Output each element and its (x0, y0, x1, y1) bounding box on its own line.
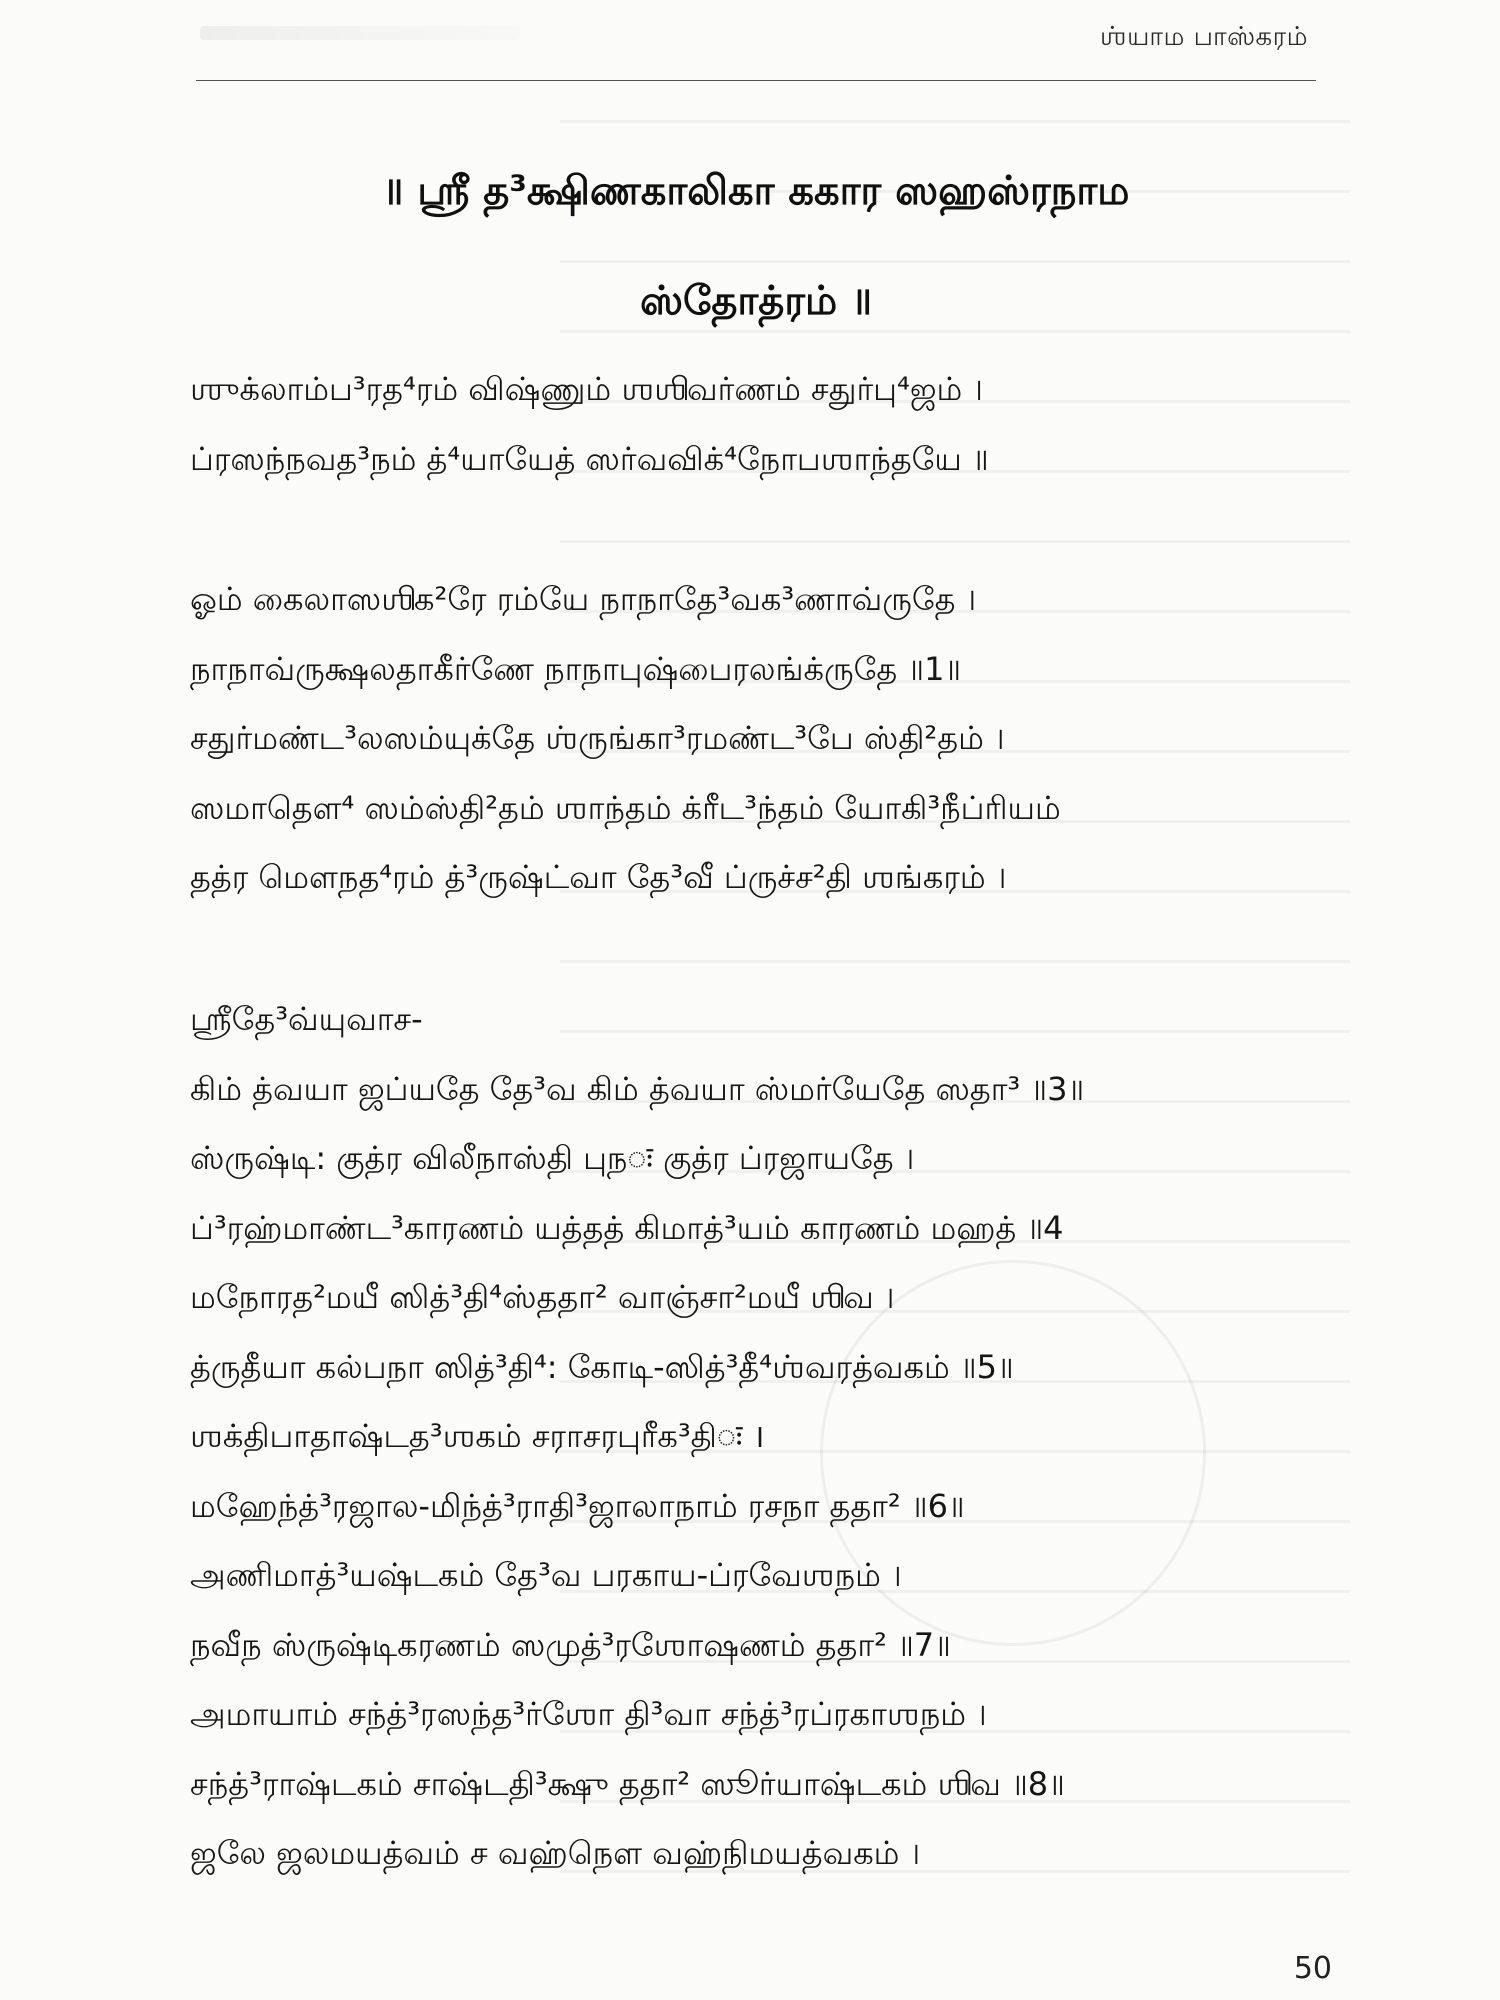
verse-line: சந்த்³ராஷ்டகம் சாஷ்டதி³க்ஷு ததா² ஸூர்யாஷ்டகம் ஶிவ ॥8॥ (190, 1764, 1065, 1803)
verse-line: த்ருதீயா கல்பநா ஸித்³தி⁴: கோடி-ஸித்³தீ⁴ஶ்வரத்வகம் ॥5॥ (190, 1347, 1014, 1386)
verse-line: நவீந ஸ்ருஷ்டிகரணம் ஸமுத்³ரஶோஷணம் ததா² ॥7॥ (190, 1625, 951, 1664)
verse-line: கிம் த்வயா ஜப்யதே தே³வ கிம் த்வயா ஸ்மர்யேதே ஸதா³ ॥3॥ (190, 1069, 1085, 1108)
verse-line: தத்ர மௌநத⁴ரம் த்³ருஷ்ட்வா தே³வீ ப்ருச்ச²தி ஶங்கரம் । (190, 858, 1007, 896)
verse-line: அமாயாம் சந்த்³ரஸந்த³ர்ஶோ தி³வா சந்த்³ரப்ரகாஶநம் । (190, 1695, 987, 1733)
page-number: 50 (1293, 1951, 1332, 1986)
verse-block-2 (190, 985, 1320, 1889)
verse-line: சதுர்மண்ட³லஸம்யுக்தே ஶ்ருங்கா³ரமண்ட³பே ஸ்தி²தம் । (190, 719, 1005, 757)
verse-line: அணிமாத்³யஷ்டகம் தே³வ பரகாய-ப்ரவேஶநம் । (190, 1556, 902, 1594)
verse-line: ப்ரஸந்நவத³நம் த்⁴யாயேத் ஸர்வவிக்⁴நோபஶாந்தயே ॥ (190, 439, 989, 478)
title-line-2: ஸ்தோத்ரம் ॥ (639, 278, 872, 324)
header-rule (196, 80, 1316, 81)
faint-header-mark (200, 26, 520, 40)
verse-line: ஶக்திபாதாஷ்டத³ஶகம் சராசரபுரீக³திः । (190, 1417, 765, 1455)
verse-line: ஓம் கைலாஸஶிக²ரே ரம்யே நாநாதே³வக³ணாவ்ருதே । (190, 580, 977, 618)
verse-line: மநோரத²மயீ ஸித்³தி⁴ஸ்ததா² வாஞ்சா²மயீ ஶிவ । (190, 1278, 895, 1316)
verse-line: ஸ்ருஷ்டி: குத்ர விலீநாஸ்தி புநः குத்ர ப்ரஜாயதே । (190, 1139, 915, 1177)
speaker-label: ஶ்ரீதே³வ்யுவாச- (190, 1000, 423, 1038)
running-head: ஶ்யாம பாஸ்கரம் (1099, 22, 1308, 52)
stotra-title (196, 136, 1316, 356)
verse-line: ஜலே ஜலமயத்வம் ச வஹ்நௌ வஹ்நிமயத்வகம் । (190, 1834, 921, 1872)
verse-line: மஹேந்த்³ரஜால-மிந்த்³ராதி³ஜாலாநாம் ரசநா ததா² ॥6॥ (190, 1486, 965, 1525)
invocation-verse (190, 355, 1320, 494)
verse-line: ஸமாதௌ⁴ ஸம்ஸ்தி²தம் ஶாந்தம் க்ரீட³ந்தம் யோகி³நீப்ரியம் (190, 788, 1061, 827)
verse-line: ப்³ரஹ்மாண்ட³காரணம் யத்தத் கிமாத்³யம் காரணம் மஹத் ॥4 (190, 1208, 1064, 1247)
title-line-1: ॥ ஶ்ரீ த³க்ஷிணகாலிகா ககார ஸஹஸ்ரநாம (382, 168, 1130, 214)
verse-line: ஶுக்லாம்ப³ரத⁴ரம் விஷ்ணும் ஶஶிவர்ணம் சதுர்பு⁴ஜம் । (190, 370, 983, 408)
verse-block-1 (190, 565, 1320, 913)
verse-line: நாநாவ்ருக்ஷலதாகீர்ணே நாநாபுஷ்பைரலங்க்ருதே ॥1॥ (190, 649, 962, 688)
